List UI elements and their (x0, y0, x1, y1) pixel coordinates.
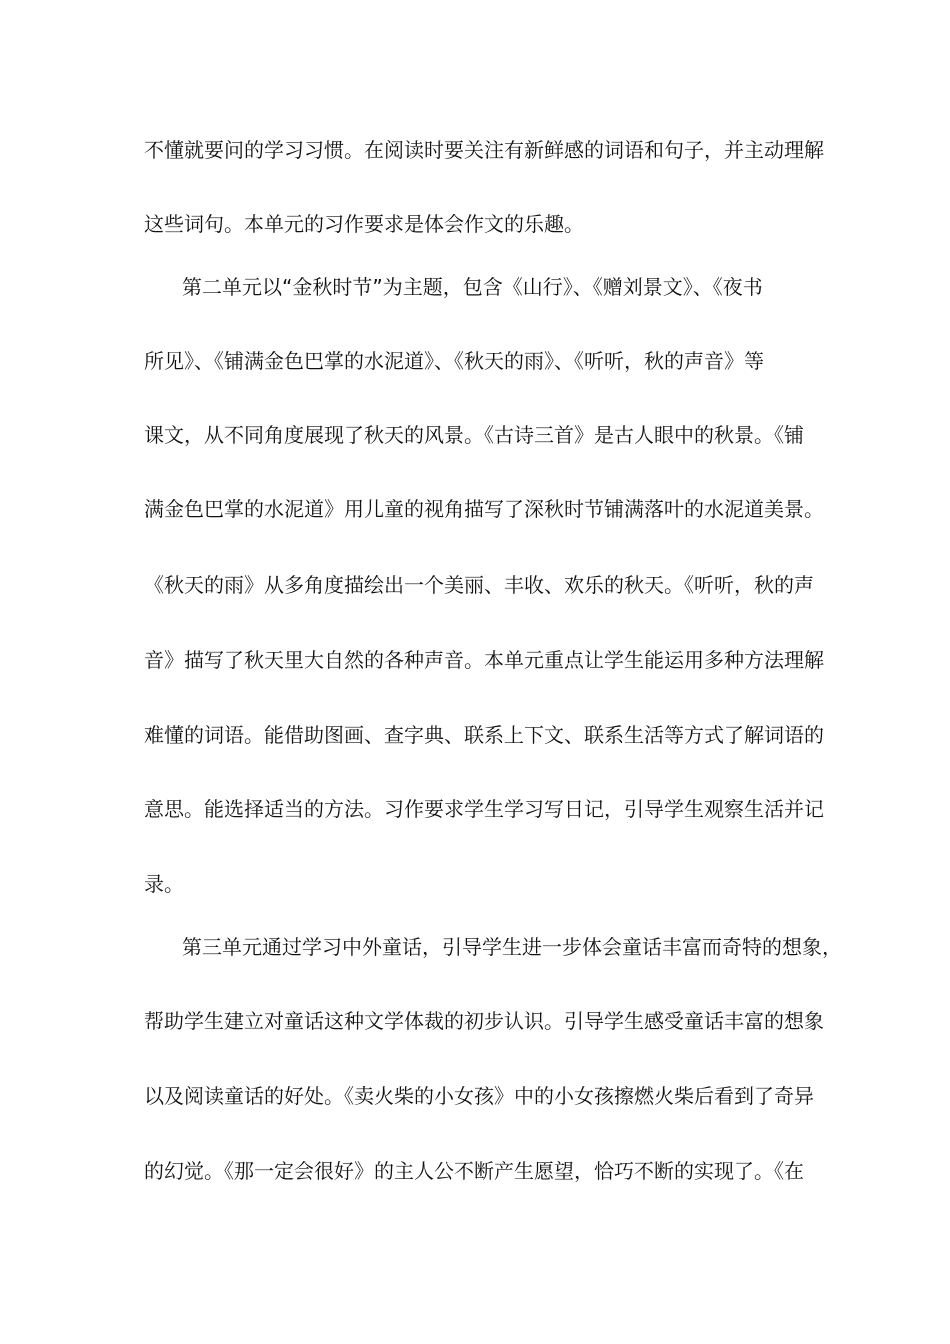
text-line: 以及阅读童话的好处。《卖火柴的小女孩》中的小女孩擦燃火柴后看到了奇异 (144, 1084, 814, 1108)
text-line: 意思。能选择适当的方法。习作要求学生学习写日记，引导学生观察生活并记 (144, 797, 824, 821)
text-line: 满金色巴掌的水泥道》用儿童的视角描写了深秋时节铺满落叶的水泥道美景。 (144, 497, 824, 521)
text-line: 《秋天的雨》从多角度描绘出一个美丽、丰收、欢乐的秋天。《听听，秋的声 (144, 573, 814, 597)
text-line: 录。 (144, 872, 184, 896)
text-line: 帮助学生建立对童话这种文学体裁的初步认识。引导学生感受童话丰富的想象 (144, 1009, 824, 1033)
text-line: 这些词句。本单元的习作要求是体会作文的乐趣。 (144, 212, 584, 236)
text-line: 难懂的词语。能借助图画、查字典、联系上下文、联系生活等方式了解词语的 (144, 723, 824, 747)
text-line: 音》描写了秋天里大自然的各种声音。本单元重点让学生能运用多种方法理解 (144, 648, 824, 672)
text-line: 所见》、《铺满金色巴掌的水泥道》、《秋天的雨》、《听听，秋的声音》等 (144, 349, 764, 373)
paragraph-start-line: 第二单元以“金秋时节”为主题，包含《山行》、《赠刘景文》、《夜书 (182, 275, 763, 299)
text-line: 不懂就要问的学习习惯。在阅读时要关注有新鲜感的词语和句子，并主动理解 (144, 138, 824, 162)
text-line: 课文，从不同角度展现了秋天的风景。《古诗三首》是古人眼中的秋景。《铺 (144, 423, 804, 447)
text-line: 的幻觉。《那一定会很好》的主人公不断产生愿望，恰巧不断的实现了。《在 (144, 1159, 804, 1183)
paragraph-start-line: 第三单元通过学习中外童话，引导学生进一步体会童话丰富而奇特的想象， (182, 935, 842, 959)
